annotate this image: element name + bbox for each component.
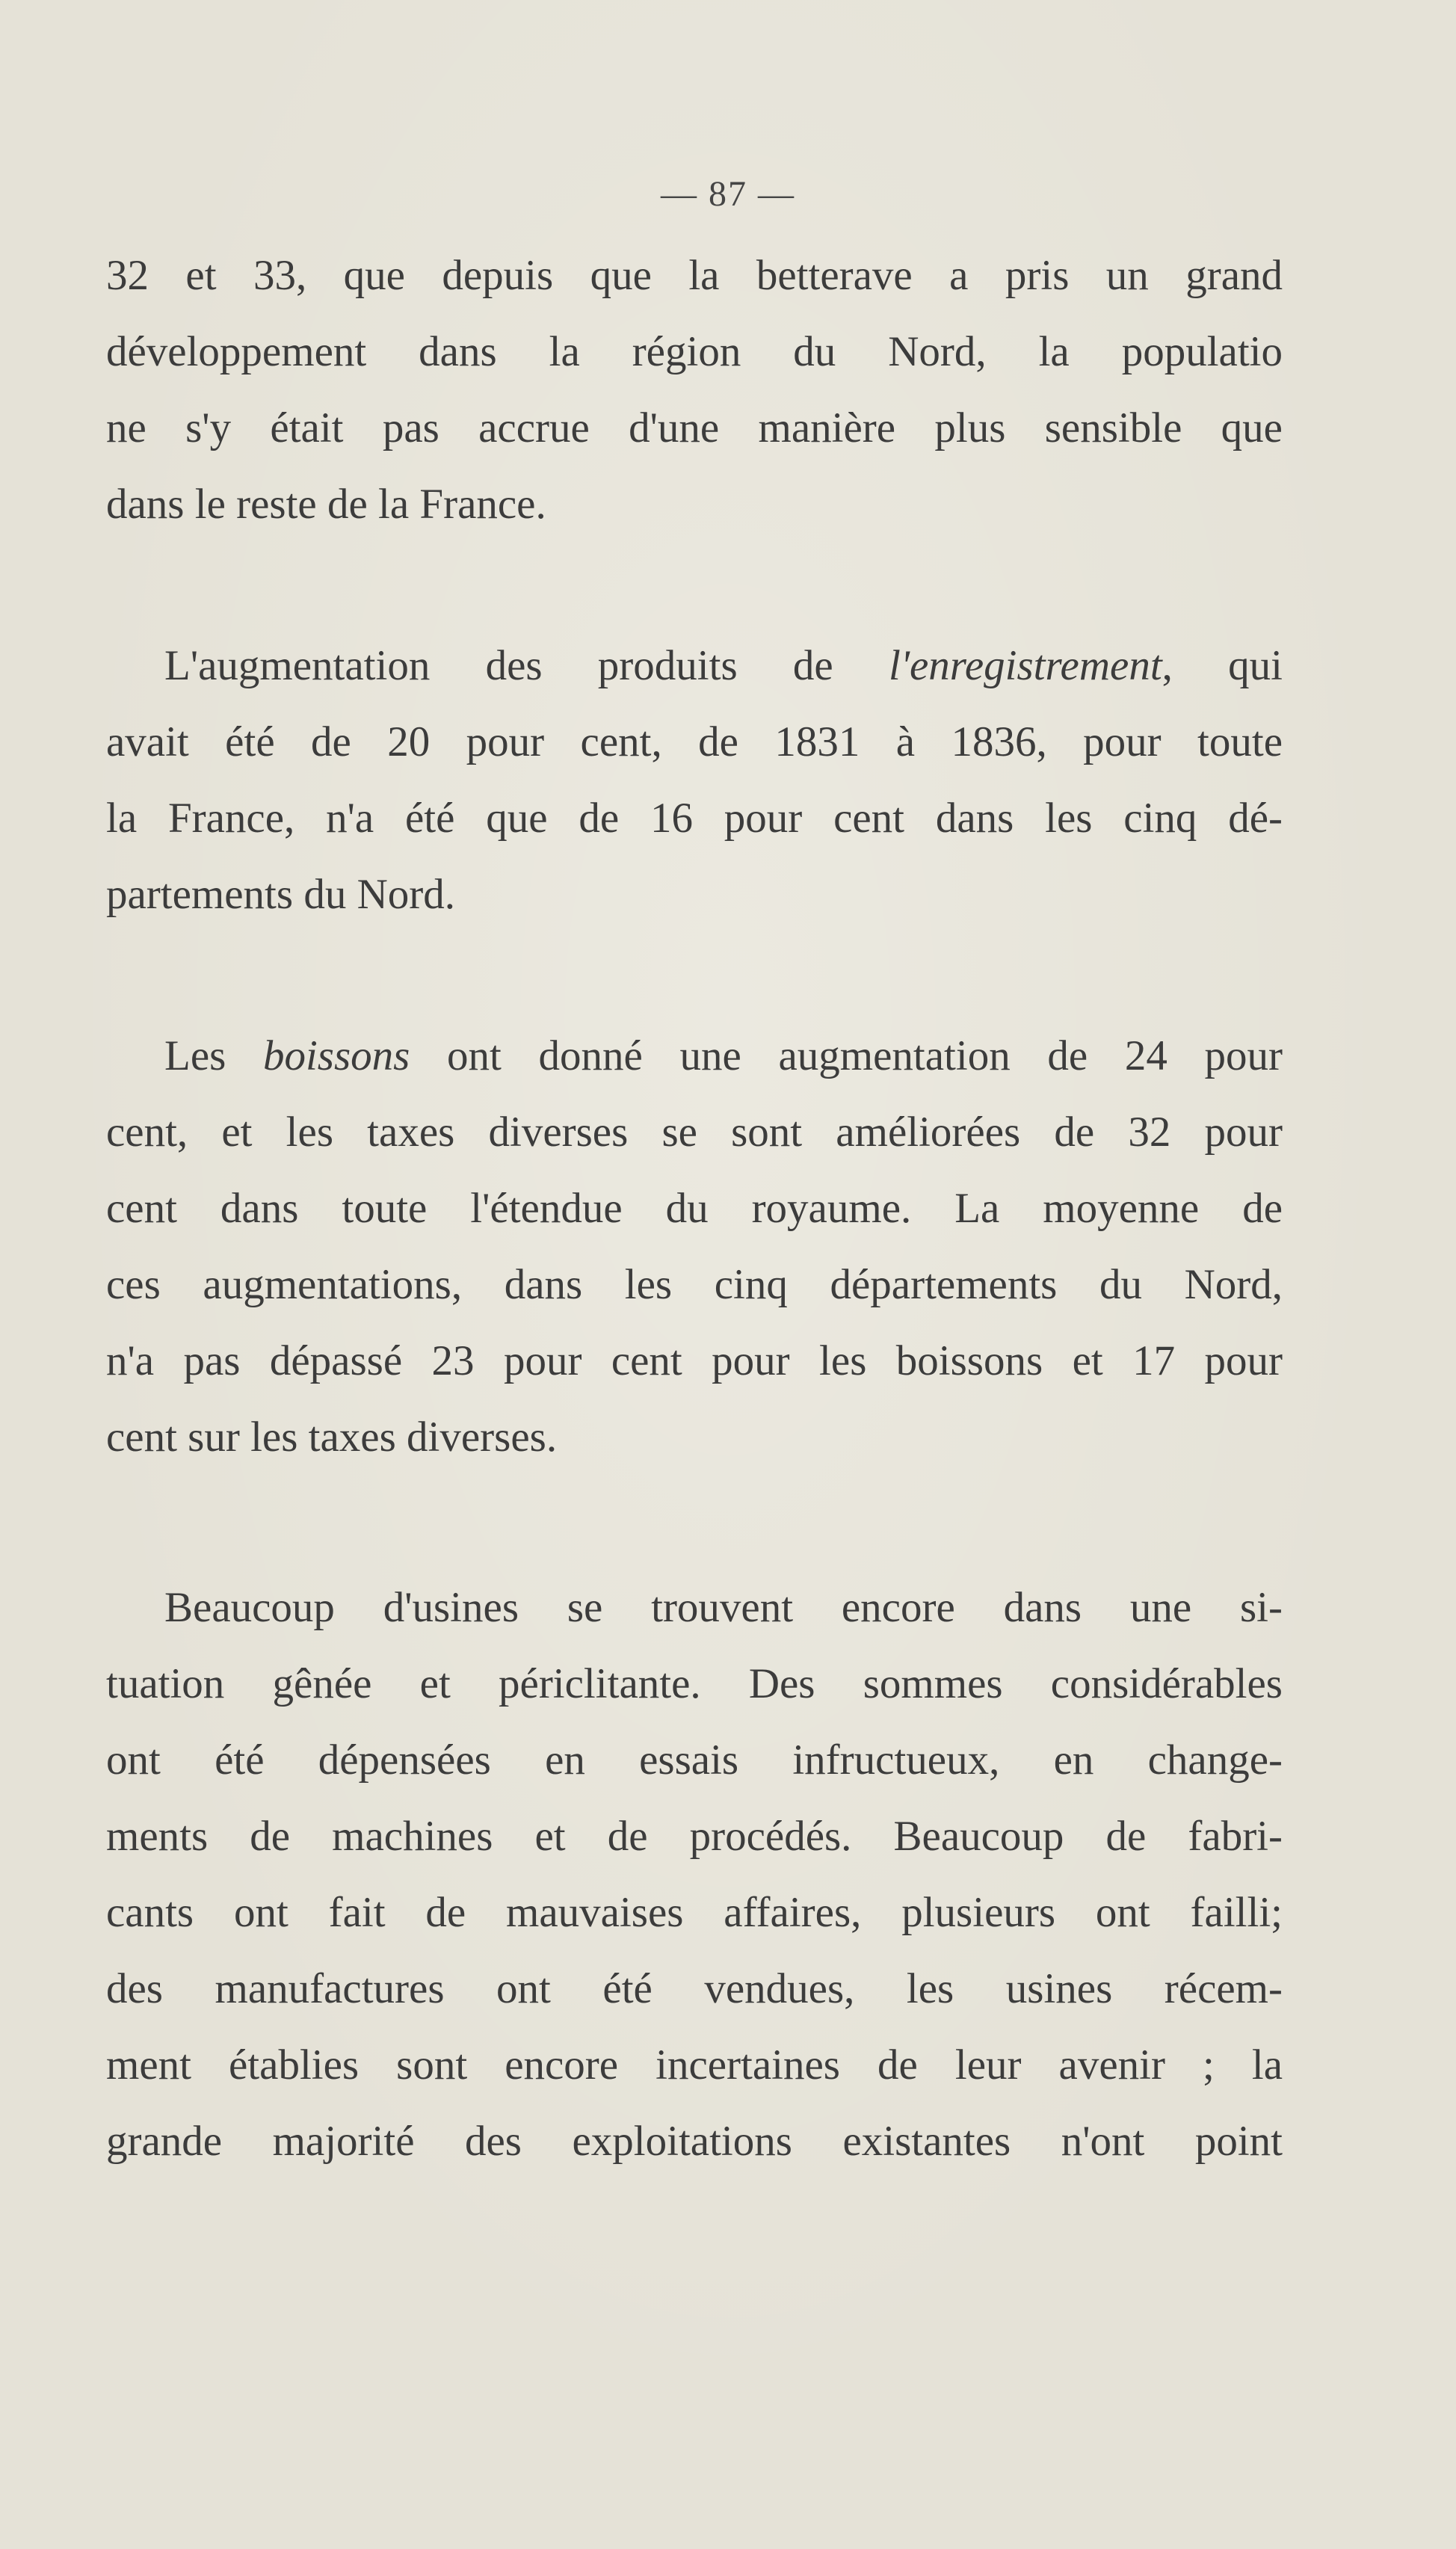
paragraph-4 <box>106 1570 1283 2180</box>
paragraph-3 <box>106 1018 1283 1476</box>
text-line: n'a pas dépassé 23 pour cent pour les boissons et 17 pour <box>106 1337 1283 1384</box>
text-line: ces augmentations, dans les cinq départements du Nord, <box>106 1261 1283 1308</box>
text-line: la France, n'a été que de 16 pour cent dans les cinq dé- <box>106 795 1283 842</box>
text-line <box>106 628 1283 704</box>
text-run: Beaucoup d'usines se trouvent encore dans une si- <box>164 1584 1283 1631</box>
page-number: — 87 — <box>661 174 795 214</box>
paragraph-1 <box>106 238 1283 543</box>
paragraph-2 <box>106 628 1283 933</box>
text-line: cent dans toute l'étendue du royaume. La moyenne de <box>106 1185 1283 1232</box>
text-run: , qui <box>1162 642 1283 689</box>
text-line: tuation gênée et périclitante. Des sommes considérables <box>106 1660 1283 1707</box>
text-line: ments de machines et de procédés. Beaucoup de fabri- <box>106 1813 1283 1860</box>
text-line: 32 et 33, que depuis que la betterave a pris un grand <box>106 252 1283 299</box>
text-line: grande majorité des exploitations existantes n'ont point <box>106 2118 1283 2165</box>
text-line: ne s'y était pas accrue d'une manière plus sensible que <box>106 404 1283 451</box>
text-run: L'augmentation des produits de <box>164 642 889 689</box>
text-line: des manufactures ont été vendues, les usines récem- <box>106 1965 1283 2012</box>
text-line <box>106 1018 1283 1094</box>
text-line: développement dans la région du Nord, la populatio <box>106 328 1283 375</box>
text-line: dans le reste de la France. <box>106 481 546 528</box>
text-line: ment établies sont encore incertaines de leur avenir ; la <box>106 2041 1283 2089</box>
text-line <box>106 1570 1283 1646</box>
text-line: ont été dépensées en essais infructueux, en change- <box>106 1736 1283 1784</box>
text-run: Les <box>164 1032 263 1079</box>
italic-term: l'enregistrement <box>888 642 1162 689</box>
text-line: avait été de 20 pour cent, de 1831 à 1836, pour toute <box>106 718 1283 765</box>
text-line: cent, et les taxes diverses se sont améliorées de 32 pour <box>106 1109 1283 1156</box>
text-line: cent sur les taxes diverses. <box>106 1414 558 1461</box>
italic-term: boissons <box>262 1032 410 1079</box>
text-run: ont donné une augmentation de 24 pour <box>410 1032 1283 1079</box>
text-line: partements du Nord. <box>106 871 455 918</box>
text-line: cants ont fait de mauvaises affaires, plusieurs ont failli; <box>106 1889 1283 1936</box>
